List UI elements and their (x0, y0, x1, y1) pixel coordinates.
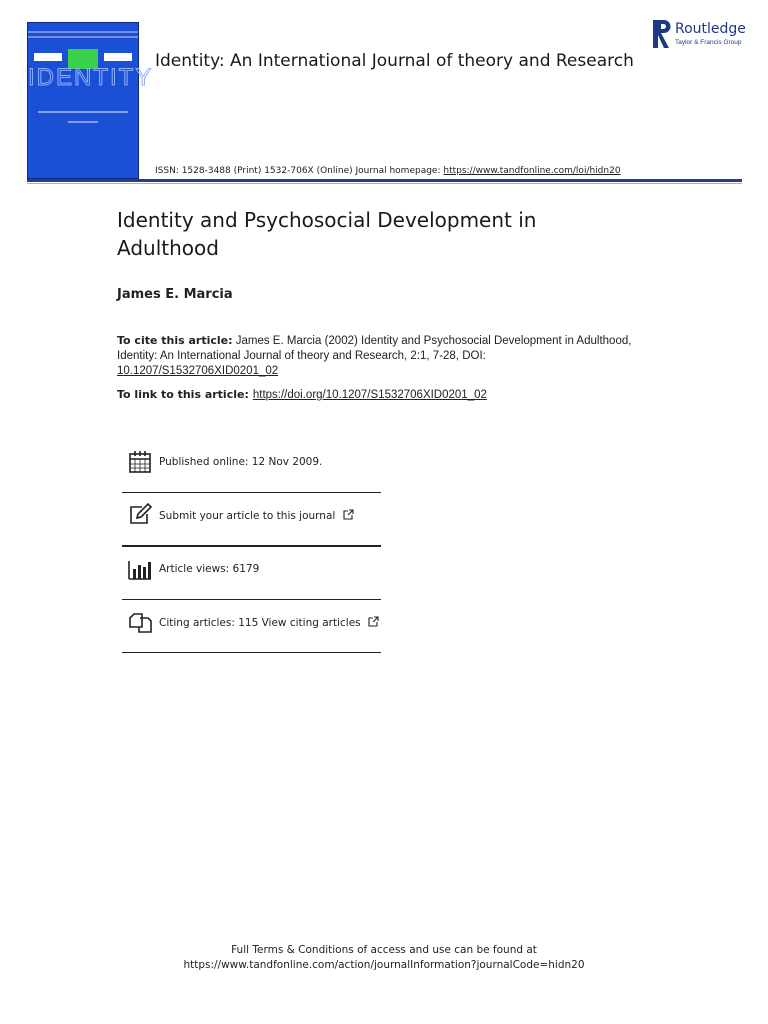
journal-cover-image (27, 22, 154, 179)
article-views: Article views: 6179 (159, 563, 260, 575)
calendar-icon (128, 450, 152, 474)
publisher-name: Routledge (675, 21, 746, 37)
terms-url[interactable]: https://www.tandfonline.com/action/journalInformation?journalCode=hidn20 (183, 959, 585, 971)
cite-label: To cite this article: (117, 334, 233, 347)
published-row (122, 440, 381, 492)
citing-row[interactable] (122, 600, 381, 652)
footer (0, 943, 768, 973)
issn-line (155, 166, 621, 176)
header-divider (27, 179, 742, 182)
journal-homepage-link[interactable]: https://www.tandfonline.com/loi/hidn20 (443, 166, 621, 176)
edit-icon (128, 503, 152, 527)
info-divider (122, 652, 381, 653)
article-info-box (122, 440, 381, 653)
header-divider-thin (27, 183, 742, 184)
bar-chart-icon (128, 557, 152, 581)
link-label: To link to this article: (117, 388, 249, 401)
citation-block (117, 333, 637, 379)
external-link-icon (368, 616, 379, 627)
cite-text: James E. Marcia (2002) Identity and Psychosocial Development in Adulthood, Identity: An International Journal of theory and Research, 2:1, 7-28, DOI: (117, 335, 632, 362)
routledge-logo (653, 20, 753, 52)
journal-title: Identity: An International Journal of theory and Research (155, 51, 634, 71)
publisher-subtitle: Taylor & Francis Group (675, 39, 742, 46)
citing-articles-link[interactable]: Citing articles: 115 View citing articles (159, 617, 361, 629)
published-date: Published online: 12 Nov 2009. (159, 456, 323, 468)
article-title: Identity and Psychosocial Development in Adulthood (117, 208, 537, 260)
submit-row[interactable] (122, 493, 381, 545)
views-row (122, 547, 381, 599)
citing-documents-icon (128, 610, 152, 634)
routledge-r-icon (653, 20, 671, 48)
article-doi-url[interactable]: https://doi.org/10.1207/S1532706XID0201_02 (252, 389, 487, 401)
issn-text: ISSN: 1528-3488 (Print) 1532-706X (Online) Journal homepage: (155, 166, 444, 176)
doi-link[interactable]: 10.1207/S1532706XID0201_02 (117, 365, 279, 377)
cover-word: IDENTITY (28, 64, 154, 91)
article-author: James E. Marcia (117, 287, 233, 302)
external-link-icon (343, 509, 354, 520)
submit-article-link[interactable]: Submit your article to this journal (159, 510, 336, 522)
terms-text: Full Terms & Conditions of access and use can be found at (231, 944, 537, 956)
article-link-block (117, 388, 487, 401)
